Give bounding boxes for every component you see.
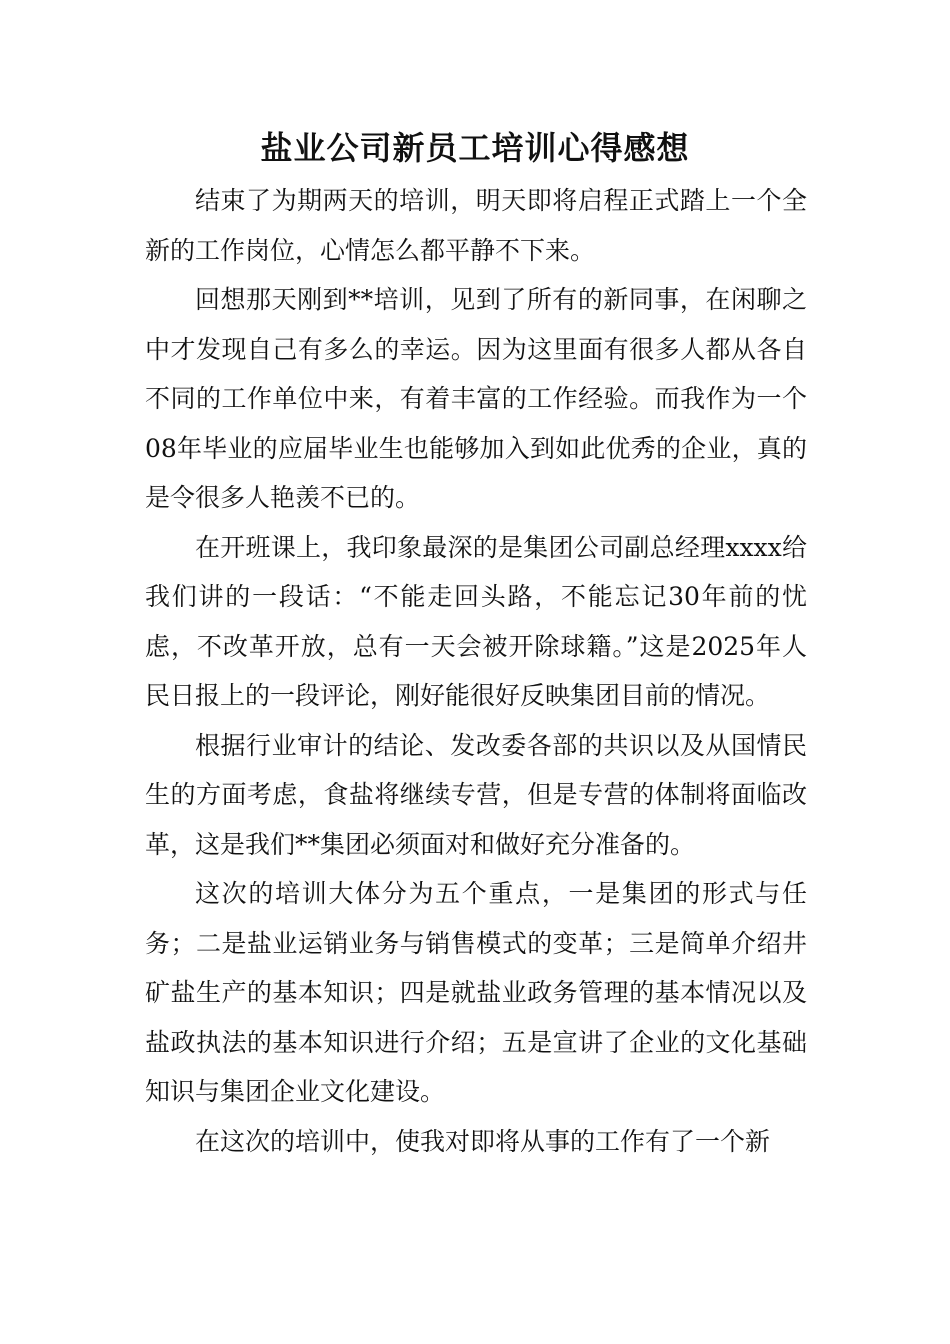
document-body xyxy=(145,176,807,1166)
document-title: 盐业公司新员工培训心得感想 xyxy=(260,129,690,167)
paragraph-4: 根据行业审计的结论、发改委各部的共识以及从国情民生的方面考虑，食盐将继续专营，但是专营的体制将面临改革，这是我们**集团必须面对和做好充分准备的。 xyxy=(145,730,807,859)
paragraph-1: 结束了为期两天的培训，明天即将启程正式踏上一个全新的工作岗位，心情怎么都平静不下来。 xyxy=(145,186,807,265)
paragraph-3: 在开班课上，我印象最深的是集团公司副总经理xxxx给我们讲的一段话：“不能走回头路，不能忘记30年前的忧虑，不改革开放，总有一天会被开除球籍。”这是2025年人民日报上的一段评论，刚好能很好反映集团目前的情况。 xyxy=(145,532,807,710)
paragraph-6: 在这次的培训中，使我对即将从事的工作有了一个新 xyxy=(195,1126,771,1156)
paragraph-5: 这次的培训大体分为五个重点，一是集团的形式与任务；二是盐业运销业务与销售模式的变革；三是简单介绍井矿盐生产的基本知识；四是就盐业政务管理的基本情况以及盐政执法的基本知识进行介绍；五是宣讲了企业的文化基础知识与集团企业文化建设。 xyxy=(145,879,807,1106)
paragraph-2: 回想那天刚到**培训，见到了所有的新同事，在闲聊之中才发现自己有多么的幸运。因为这里面有很多人都从各自不同的工作单位中来，有着丰富的工作经验。而我作为一个08年毕业的应届毕业生也能够加入到如此优秀的企业，真的是令很多人艳羡不已的。 xyxy=(145,285,807,512)
